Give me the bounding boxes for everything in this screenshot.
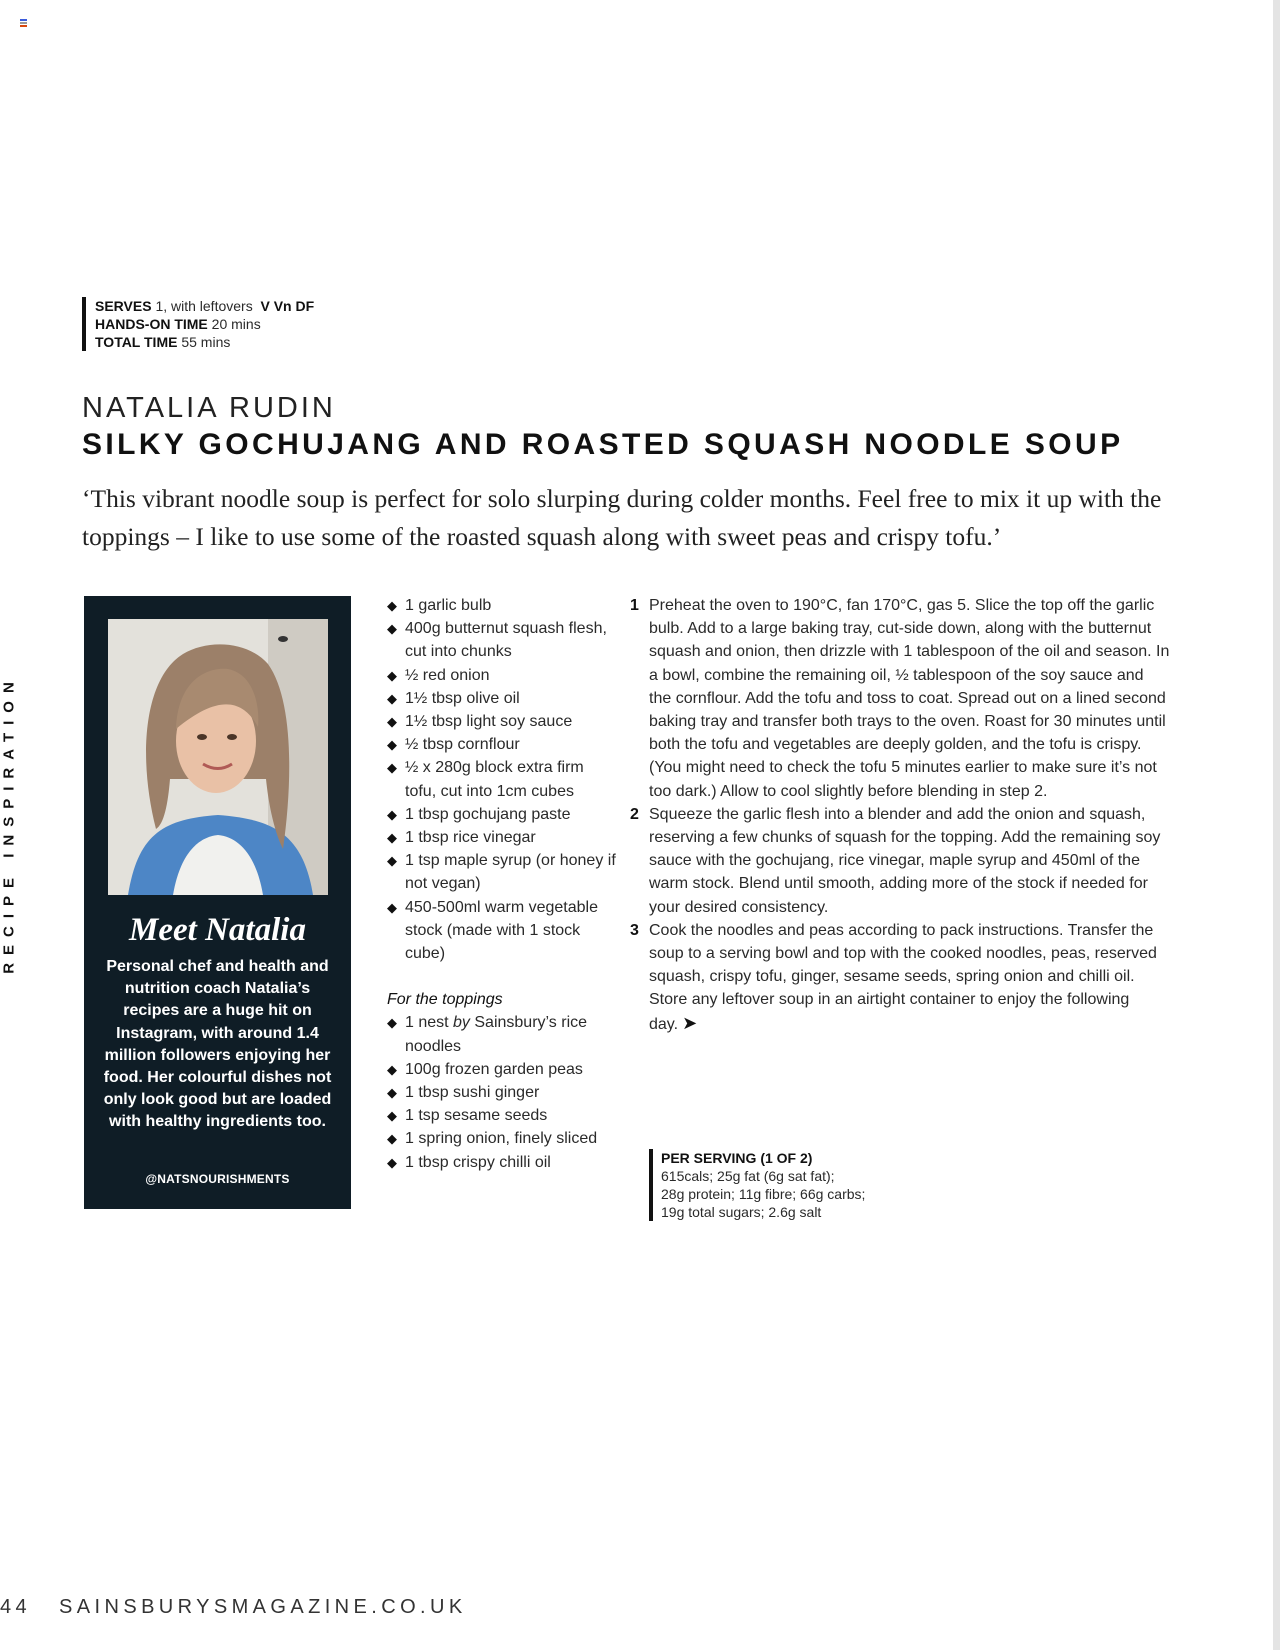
ingredient-item: ◆ 1 tsp maple syrup (or honey if not vegan) <box>387 849 617 895</box>
method-step-2 <box>630 803 1170 919</box>
ingredient-item: ◆ ½ red onion <box>387 664 617 687</box>
section-label: RECIPE INSPIRATION <box>0 674 18 974</box>
nutrition-line: 615cals; 25g fat (6g sat fat); <box>661 1168 835 1184</box>
page-number: 44 <box>0 1596 32 1618</box>
ingredient-item: ◆ ½ x 280g block extra firm tofu, cut into 1cm cubes <box>387 756 617 802</box>
instagram-handle[interactable]: @NATSNOURISHMENTS <box>145 1172 290 1186</box>
main-ingredients <box>387 594 617 965</box>
ingredient-item: ◆ 1 garlic bulb <box>387 594 617 617</box>
ingredient-item: ◆ 1 tbsp gochujang paste <box>387 803 617 826</box>
nutrition-heading: PER SERVING (1 OF 2) <box>661 1150 813 1166</box>
serves-line: SERVES 1, with leftovers V Vn DF <box>95 298 315 314</box>
method-step-1 <box>630 594 1170 803</box>
ingredient-item: ◆ 1½ tbsp light soy sauce <box>387 710 617 733</box>
step-text: Squeeze the garlic flesh into a blender and add the onion and squash, reserving a few chunks of squash for the topping. Add the remaining soy sauce with the gochujang, rice vinegar, maple syrup and 450ml of the warm stock. Blend until smooth, adding more of the stock if needed for your desired consistency. <box>649 805 1161 916</box>
topping-item: ◆ 1 nest by Sainsbury’s rice noodles <box>387 1011 617 1057</box>
nutrition-info <box>649 1149 865 1221</box>
ingredient-item: ◆ ½ tbsp cornflour <box>387 733 617 756</box>
site-url[interactable]: SAINSBURYSMAGAZINE.CO.UK <box>59 1596 467 1618</box>
page-footer <box>0 1596 467 1619</box>
profile-box <box>84 596 351 1209</box>
topping-item: ◆ 100g frozen garden peas <box>387 1058 617 1081</box>
topping-item: ◆ 1 tbsp sushi ginger <box>387 1081 617 1104</box>
total-time-line: TOTAL TIME 55 mins <box>95 334 231 350</box>
ingredient-item: ◆ 1 tbsp rice vinegar <box>387 826 617 849</box>
recipe-title: SILKY GOCHUJANG AND ROASTED SQUASH NOODLE SOUP <box>82 428 1124 461</box>
nutrition-line: 19g total sugars; 2.6g salt <box>661 1204 822 1220</box>
profile-heading: Meet Natalia <box>129 912 306 948</box>
method-step-3 <box>630 919 1170 1036</box>
step-number: 2 <box>630 805 639 823</box>
portrait-image <box>108 619 328 895</box>
toppings-heading: For the toppings <box>387 991 503 1009</box>
dietary-tags: V Vn DF <box>260 298 315 314</box>
ingredient-item: ◆ 400g butternut squash flesh, cut into chunks <box>387 617 617 663</box>
step-number: 3 <box>630 921 639 939</box>
nutrition-line: 28g protein; 11g fibre; 66g carbs; <box>661 1186 866 1202</box>
ingredient-item: ◆ 450-500ml warm vegetable stock (made with 1 stock cube) <box>387 896 617 966</box>
recipe-meta <box>82 297 314 351</box>
topping-item: ◆ 1 spring onion, finely sliced <box>387 1127 617 1150</box>
step-number: 1 <box>630 597 639 614</box>
toppings-list <box>387 1011 617 1173</box>
hands-on-line: HANDS-ON TIME 20 mins <box>95 316 261 332</box>
page-edge <box>1273 0 1280 1650</box>
topping-item: ◆ 1 tbsp crispy chilli oil <box>387 1151 617 1174</box>
ingredients-list <box>387 594 617 1174</box>
step-text: Preheat the oven to 190°C, fan 170°C, gas 5. Slice the top off the garlic bulb. Add to a large baking tray, cut-side down, along with the butternut squash and onion, then drizzle with 1 tablespoon of the oil and season. In a bowl, combine the remaining oil, ½ tablespoon of the soy sauce and the cornflour. Add the tofu and toss to coat. Spread out on a lined second baking tray and transfer both trays to the oven. Roast for 30 minutes until both the tofu and vegetables are deeply golden, and the tofu is crispy. (You might need to check the tofu 5 minutes earlier to make sure it’s not too dark.) Allow to cool slightly before blending in step 2. <box>649 597 1170 800</box>
corner-mark-icon <box>20 19 27 28</box>
author-name: NATALIA RUDIN <box>82 392 336 424</box>
continue-arrow-icon: ➤ <box>682 1012 698 1033</box>
ingredient-item: ◆ 1½ tbsp olive oil <box>387 687 617 710</box>
step-text: Cook the noodles and peas according to pack instructions. Transfer the soup to a serving bowl and top with the cooked noodles, peas, reserved squash, crispy tofu, ginger, sesame seeds, spring onion and chilli oil. Store any leftover soup in an airtight container to enjoy the following day. <box>649 921 1157 1033</box>
intro-quote: ‘This vibrant noodle soup is perfect for solo slurping during colder months. Feel free to mix it up with the toppings – I like to use some of the roasted squash along with sweet peas and crispy tofu.’ <box>82 484 1162 551</box>
profile-bio: Personal chef and health and nutrition coach Natalia’s recipes are a huge hit on Instagram, with around 1.4 million followers enjoying her food. Her colourful dishes not only look good but are loaded with healthy ingredients too. <box>103 958 332 1131</box>
author-photo <box>108 619 328 895</box>
method-steps <box>630 594 1170 1036</box>
topping-item: ◆ 1 tsp sesame seeds <box>387 1104 617 1127</box>
